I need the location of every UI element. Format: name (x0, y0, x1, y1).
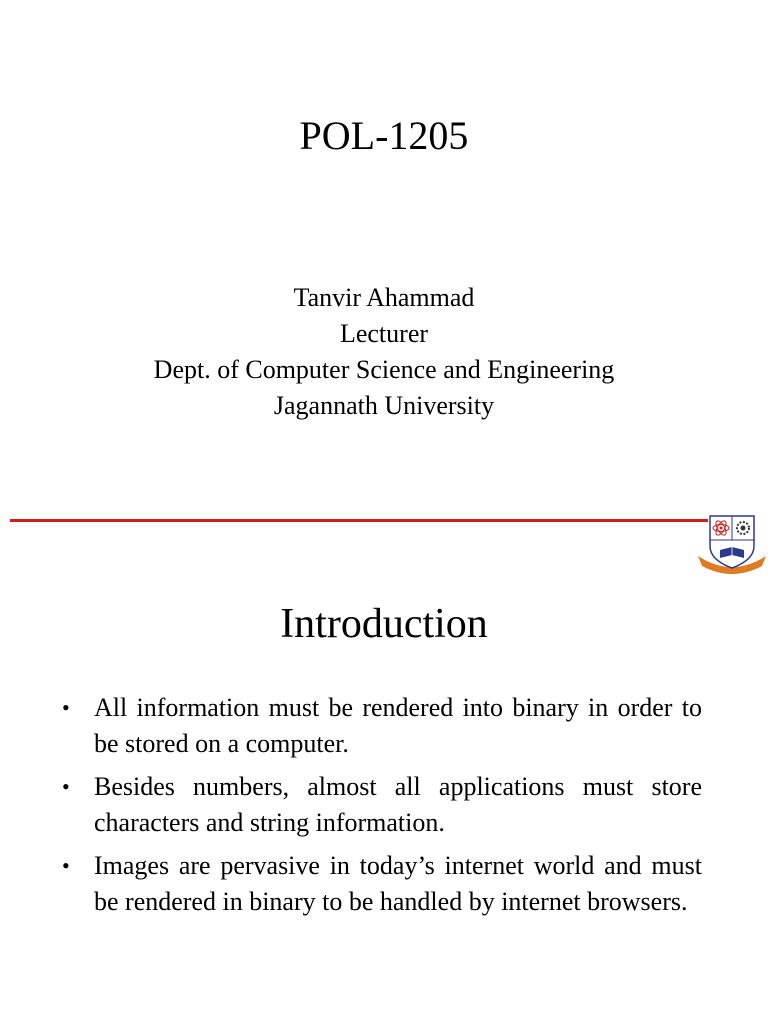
author-role: Lecturer (339, 319, 429, 348)
author-info (0, 280, 768, 424)
bullet-icon: • (62, 695, 70, 720)
bullet-item (62, 848, 702, 920)
bullet-item (62, 769, 702, 841)
bullet-text: Images are pervasive in today’s internet world and must be rendered in binary to be handled by internet browsers. (94, 851, 702, 916)
bullet-list (62, 690, 702, 927)
author-name: Tanvir Ahammad (293, 283, 475, 312)
author-university: Jagannath University (273, 391, 495, 420)
author-department: Dept. of Computer Science and Engineering (153, 355, 615, 384)
slide-divider-line (10, 519, 708, 522)
bullet-icon: • (62, 774, 70, 799)
university-logo-icon (696, 512, 768, 576)
slide-title: Introduction (280, 601, 488, 647)
bullet-text: Besides numbers, almost all applications must store characters and string information. (94, 772, 702, 837)
bullet-item (62, 690, 702, 762)
bullet-text: All information must be rendered into binary in order to be stored on a computer. (94, 693, 702, 758)
bullet-icon: • (62, 853, 70, 878)
course-code: POL-1205 (299, 113, 469, 158)
